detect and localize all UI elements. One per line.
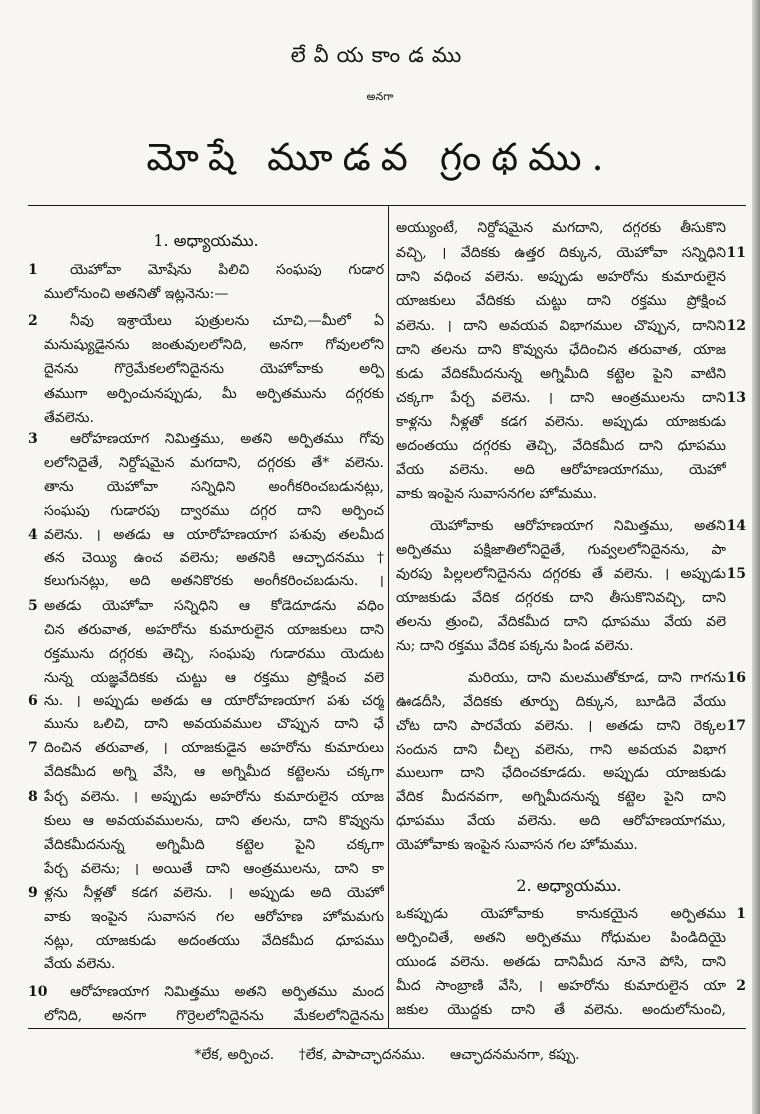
text-line: ఆరోహణయాగ నిమిత్తము అతని అర్పితము మంద [70,984,384,1000]
text-line: ళ్లను నీళ్లతో కడగ వలెను. । అప్పుడు అది యెహో [44,885,384,901]
text-line: కుడు వేదికమీదనున్న అగ్నిమీది కట్టెల పైని వాటిని [396,366,726,382]
verse-number: 12 [726,318,746,334]
text-line: మనుష్యుడైనను జంతువులలోనిది, అనగా గోవులలోని [44,337,384,353]
text-line: యెహోవాకు ఇంపైన సువాసన గల హోమము. [396,837,638,853]
text-line: కలుగునట్లు, అది అతనికొరకు అంగీకరించబడును. । [44,573,384,589]
text-line: యాజకుడు వేదిక దగ్గరకు దాని తీసుకొనివచ్చి, దాని [396,590,726,606]
text-line: చక్కగా పేర్చ వలెను. । దాని ఆంత్రములను దాని [396,390,726,406]
text-line: యెహోవాకు ఆరోహణయాగ నిమిత్తము, అతని [430,518,726,534]
verse-number: 13 [726,390,746,406]
text-line: మును ఒలిచి, దాని అవయవముల చొప్పున దాని ఛే [44,716,384,732]
text-line: ఒకప్పుడు యెహోవాకు కానుకయైన అర్పితము [396,906,726,922]
text-line: అర్పించితే, అతని అర్పితము గోధుమల పిండిదియై [396,930,726,946]
text-line: పేర్చ వలెను; । అయితే దాని ఆంత్రములను, దాని కా [44,861,384,877]
text-line: ధూపము వేయ వలెను. అది ఆరోహణయాగము, [396,813,726,829]
text-line: వేదిక మీదనవగా, అగ్నిమీదనున్న కట్టెల పైని దాని [396,789,726,805]
text-line: అతడు యెహోవా సన్నిధిని ఆ కోడెదూడను వధిం [44,598,384,614]
text-line: జకుల యొద్దకు దాని తే వలెను. అందులోనుంచి, [396,1002,726,1018]
text-line: ను. । అప్పుడు అతడు ఆ యారోహణయాగ పశు చర్మ [44,693,384,709]
verse-number: 9 [28,885,38,901]
text-line: అయ్యుంటే, నిర్దోషమైన మగదాని, దగ్గరకు తీసుకొని [396,220,726,236]
text-line: లోనిది, అనగా గొర్రెలలోనిదైనను మేకలలోనిదైనను [44,1008,384,1024]
text-line: సంఘపు గుడారపు ద్వారము దగ్గర దాని అర్పించ [44,503,384,519]
main-title: మోషే మూడవ గ్రంథము. [146,135,614,179]
footnote-part: ఆచ్ఛాదనమనగా, కప్పు. [449,1047,580,1063]
text-line: రక్తమును దగ్గరకు తెచ్చి, సంఘపు గుడారము యెదుట [44,646,384,662]
text-line: దైనను గొర్రెమేకలలోనిదైనను యెహోవాకు అర్పి [44,361,384,377]
footnote-part: †లేక, పాపాచ్ఛాదనము. [298,1047,426,1063]
verse-number: 2 [28,313,38,329]
text-line: ములుగా దాని ఛేదించకూడదు. అప్పుడు యాజకుడు [396,765,726,781]
verse-number: 2 [736,978,746,994]
text-line: లలోనిదైతే, నిర్దోషమైన మగదాని, దగ్గరకు తే* వలెను. [44,455,384,471]
text-line: ను; దాని రక్తము వేదిక పక్కను పిండ వలెను. [396,638,634,654]
verse-number: 4 [28,527,38,543]
text-line: నున్న యజ్ఞవేదికకు చుట్టు ఆ రక్తము ప్రోక్షించ వలె [44,670,384,686]
text-line: యుండ వలెను. అతడు దానిమీద నూనె పోసి, దాని [396,954,726,970]
text-line: వలెను. । అతడు ఆ యారోహణయాగ పశువు తలమీద [44,527,384,543]
text-line: తలను త్రుంచి, వేదికమీద దాని ధూపము వేయ వలె [396,614,726,630]
text-line: దాని వధించ వలెను. అప్పుడు అహరోను కుమారులైన [396,269,726,285]
verse-number: 10 [28,984,48,1000]
verse-number: 11 [726,245,746,261]
title-connector: అనగా [366,90,394,103]
text-line: వేయ వలెను. [44,956,116,972]
text-line: వురపు పిల్లలలోనిదైనను దగ్గరకు తే వలెను. । అప్పుడు [396,566,726,582]
text-line: సందున దాని చీల్చ వలెను, గాని అవయవ విభాగ [396,742,726,758]
text-line: పేర్చ వలెను. । అప్పుడు అహరోను కుమారులైన యాజ [44,789,384,805]
text-line: ములోనుంచి అతనితో ఇట్లనెను:— [44,286,229,302]
text-line: చిన తరువాత, అహరోను కుమారులైన యాజకులు దాని [44,622,384,638]
text-line: ఆరోహణయాగ నిమిత్తము, అతని అర్పితము గోవు [70,431,384,447]
text-line: యెహోవా మోషేను పిలిచి సంఘపు గుడార [70,262,384,278]
text-line: వలెను. । దాని అవయవ విభాగముల చొప్పున, దానిని [396,318,726,334]
verse-number: 8 [28,789,38,805]
text-line: తముగా అర్పించునప్పుడు, మీ అర్పితమును దగ్గరకు [44,386,384,402]
column-divider [388,205,389,1028]
text-line: అదంతయు దగ్గరకు తెచ్చి, వేదికమీద దాని ధూపము [396,438,726,454]
verse-number: 16 [726,670,746,686]
footnote [28,1042,746,1068]
text-line: వాకు ఇంపైన సువాసన గల ఆరోహణ హోమమగు [44,909,384,925]
bottom-rule [28,1028,746,1029]
text-line: మీద సాంబ్రాణి వేసి, । అహరోను కుమారులైన యా [396,978,726,994]
text-line: వేదికమీద అగ్ని వేసి, ఆ అగ్నిమీద కట్టెలను చక్కగా [44,764,384,780]
text-line: వచ్చి, । వేదికకు ఉత్తర దిక్కున, యెహోవా సన్నిధిని [396,245,726,261]
top-rule [28,205,746,206]
text-line: వేయ వలెను. అది ఆరోహణయాగము, యెహో [396,462,726,478]
text-line: కాళ్లను నీళ్లతో కడగ వలెను. అప్పుడు యాజకుడు [396,414,726,430]
text-line: వాకు ఇంపైన సువాసనగల హోమము. [396,486,597,502]
text-line: నీవు ఇశ్రాయేలు పుత్రులను చూచి,—మీలో ఏ [70,313,384,329]
text-line: దాని తలను దాని కొవ్వును ఛేదించిన తరువాత, యాజ [396,342,726,358]
text-line: ఊడదీసి, వేదికకు తూర్పు దిక్కున, బూడిదె వేయు [396,694,726,710]
text-line: చోట దాని పారవేయ వలెను. । అతడు దాని రెక్కల [396,718,726,734]
text-line: తన చెయ్యి ఉంచ వలెను; అతనికి ఆచ్ఛాదనము† [44,550,384,566]
text-line: అర్పితము పక్షిజాతిలోనిదైతే, గువ్వలలోనిదైనను, పా [396,542,726,558]
text-line: యాజకులు వేదికకు చుట్టు దాని రక్తము ప్రోక్షించ [396,293,726,309]
text-line: మరియు, దాని మలముతోకూడ, దాని గాగను [468,670,726,686]
verse-number: 15 [726,566,746,582]
footnote-part: *లేక, అర్పించ. [194,1047,275,1063]
book-title: లేవీయకాండము [290,43,470,67]
text-line: వేదికమీదనున్న అగ్నిమీది కట్టెల పైని చక్కగా [44,837,384,853]
verse-number: 3 [28,431,38,447]
text-line: నట్లు, యాజకుడు అదంతయు వేదికమీద ధూపము [44,933,384,949]
chapter-heading-1: 1. అధ్యాయము. [153,231,259,250]
verse-number: 6 [28,693,38,709]
verse-number: 1 [736,906,746,922]
verse-number: 5 [28,598,38,614]
text-line: తాను యెహోవా సన్నిధిని అంగీకరించబడునట్లు, [44,479,384,495]
chapter-heading-2: 2. అధ్యాయము. [516,876,622,895]
verse-number: 14 [726,518,746,534]
text-line: దించిన తరువాత, । యాజకుడైన అహరోను కుమారులు [44,740,384,756]
text-line: కులు ఆ అవయవములను, దాని తలను, దాని కొవ్వును [44,813,384,829]
verse-number: 1 [28,262,38,278]
text-line: తేవలెను. [44,410,94,426]
verse-number: 17 [726,718,746,734]
verse-number: 7 [28,740,38,756]
